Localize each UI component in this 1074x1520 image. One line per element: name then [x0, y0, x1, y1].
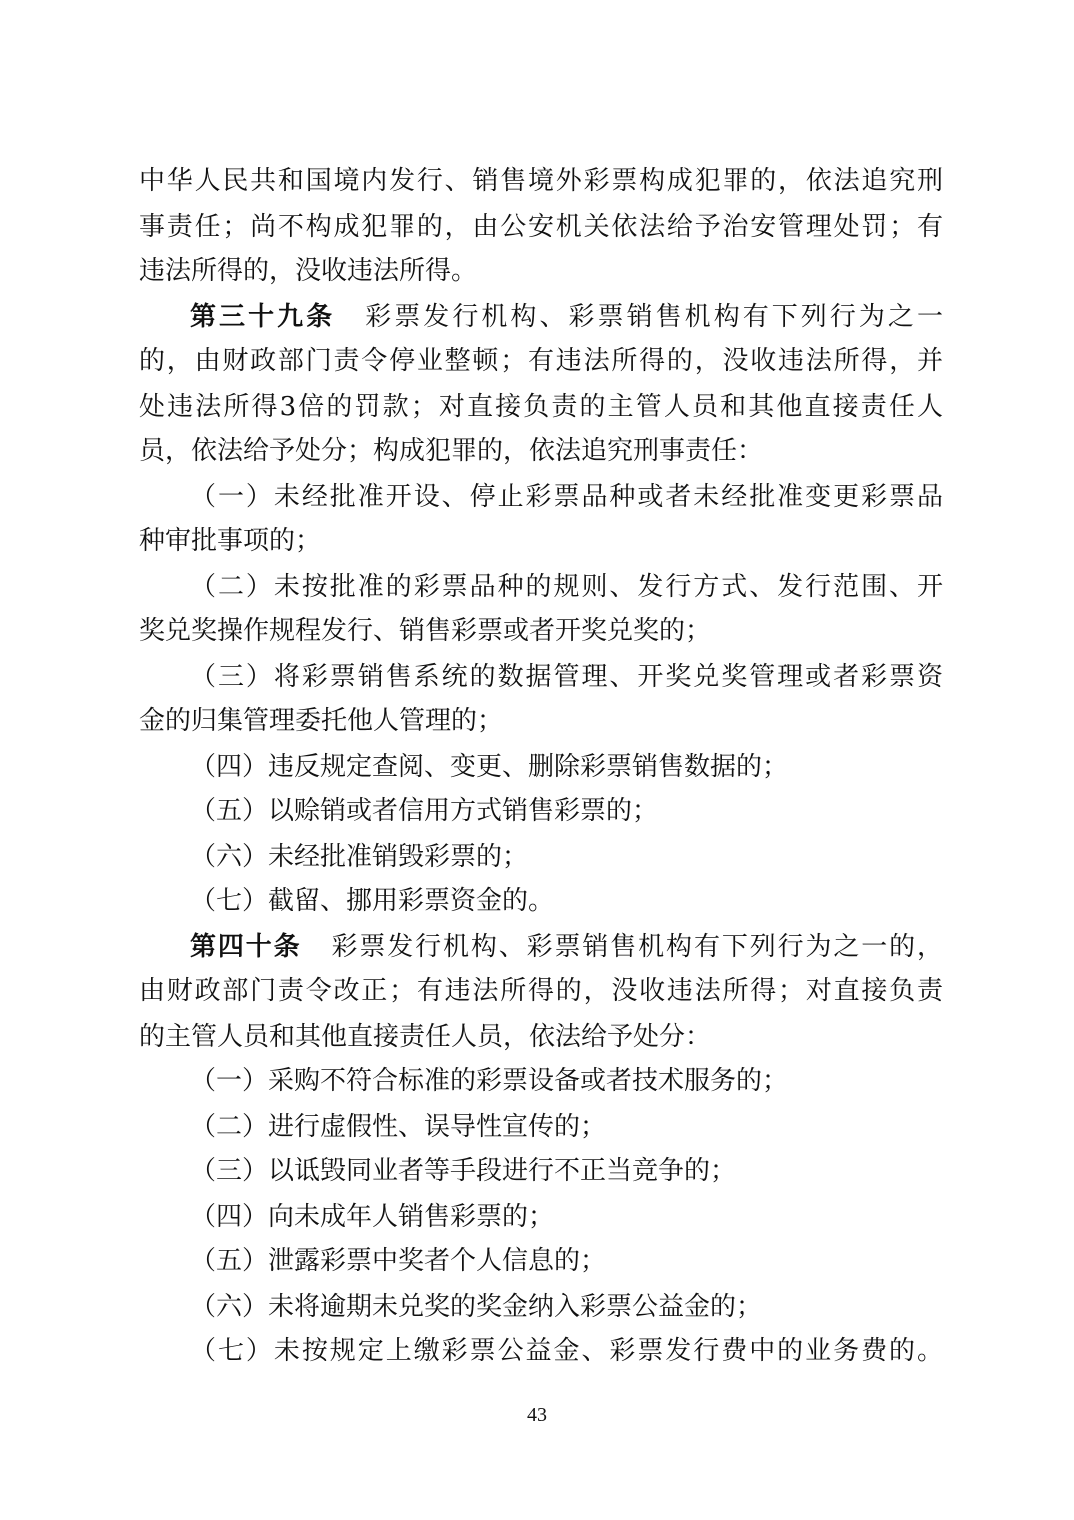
text-line-content: （四）向未成年人销售彩票的； [190, 1202, 555, 1232]
text-line-content: （三）将彩票销售系统的数据管理、开奖兑奖管理或者彩票资 [190, 662, 943, 692]
text-line-content: （六）未将逾期未兑奖的奖金纳入彩票公益金的； [190, 1292, 763, 1322]
text-line-content: （一）采购不符合标准的彩票设备或者技术服务的； [190, 1066, 789, 1096]
text-line-content: 种审批事项的； [139, 526, 322, 556]
list-item-line [190, 654, 943, 700]
text-line-content: 的主管人员和其他直接责任人员，依法给予处分： [139, 1022, 712, 1052]
text-line-content: 奖兑奖操作规程发行、销售彩票或者开奖兑奖的； [139, 616, 712, 646]
text-line-content: 处违法所得3倍的罚款；对直接负责的主管人员和其他直接责任人 [139, 392, 943, 422]
text-line-content: （五）以赊销或者信用方式销售彩票的； [190, 796, 659, 826]
text-line-content: 员，依法给予处分；构成犯罪的，依法追究刑事责任： [139, 436, 764, 466]
text-line-content: 的，由财政部门责令停业整顿；有违法所得的，没收违法所得，并 [139, 346, 943, 376]
text-line [139, 608, 943, 654]
article-40-heading: 第四十条 [190, 932, 302, 962]
text-line [139, 384, 943, 430]
text-line-content: 事责任；尚不构成犯罪的，由公安机关依法给予治安管理处罚；有 [139, 212, 943, 242]
text-line [139, 428, 943, 474]
text-line-content: （四）违反规定查阅、变更、删除彩票销售数据的； [190, 752, 789, 782]
list-item-line [190, 474, 943, 520]
list-item-line [190, 744, 943, 790]
text-line [139, 338, 943, 384]
text-line [139, 698, 943, 744]
text-line-content: （六）未经批准销毁彩票的； [190, 842, 529, 872]
list-item-line [190, 1328, 943, 1374]
list-item-line [190, 1284, 943, 1330]
list-item-line [190, 564, 943, 610]
article-39-first-line [190, 294, 943, 340]
page-number: 43 [527, 1404, 547, 1426]
text-line-content: （三）以诋毁同业者等手段进行不正当竞争的； [190, 1156, 737, 1186]
text-line [139, 158, 943, 204]
text-line-content: 由财政部门责令改正；有违法所得的，没收违法所得；对直接负责 [139, 976, 943, 1006]
text-line-content: 中华人民共和国境内发行、销售境外彩票构成犯罪的，依法追究刑 [139, 166, 943, 196]
text-line-content: 金的归集管理委托他人管理的； [139, 706, 504, 736]
text-line-content: 违法所得的，没收违法所得。 [139, 256, 478, 286]
text-line-content: （七）未按规定上缴彩票公益金、彩票发行费中的业务费的。 [190, 1336, 943, 1366]
list-item-line [190, 878, 943, 924]
list-item-line [190, 1104, 943, 1150]
text-line-content: （二）进行虚假性、误导性宣传的； [190, 1112, 607, 1142]
text-line [139, 1014, 943, 1060]
list-item-line [190, 1238, 943, 1284]
list-item-line [190, 1148, 943, 1194]
text-line [139, 518, 943, 564]
list-item-line [190, 834, 943, 880]
list-item-line [190, 1194, 943, 1240]
list-item-line [190, 1058, 943, 1104]
text-line [139, 248, 943, 294]
text-line-content: 彩票发行机构、彩票销售机构有下列行为之一 [365, 302, 943, 332]
text-line-content: （七）截留、挪用彩票资金的。 [190, 886, 555, 916]
text-line [139, 204, 943, 250]
text-line-content: 彩票发行机构、彩票销售机构有下列行为之一的， [331, 932, 943, 962]
text-line-content: （一）未经批准开设、停止彩票品种或者未经批准变更彩票品 [190, 482, 943, 512]
article-40-first-line [190, 924, 943, 970]
text-line-content: （五）泄露彩票中奖者个人信息的； [190, 1246, 607, 1276]
text-line [139, 968, 943, 1014]
list-item-line [190, 788, 943, 834]
text-line-content: （二）未按批准的彩票品种的规则、发行方式、发行范围、开 [190, 572, 943, 602]
article-39-heading: 第三十九条 [190, 302, 336, 332]
